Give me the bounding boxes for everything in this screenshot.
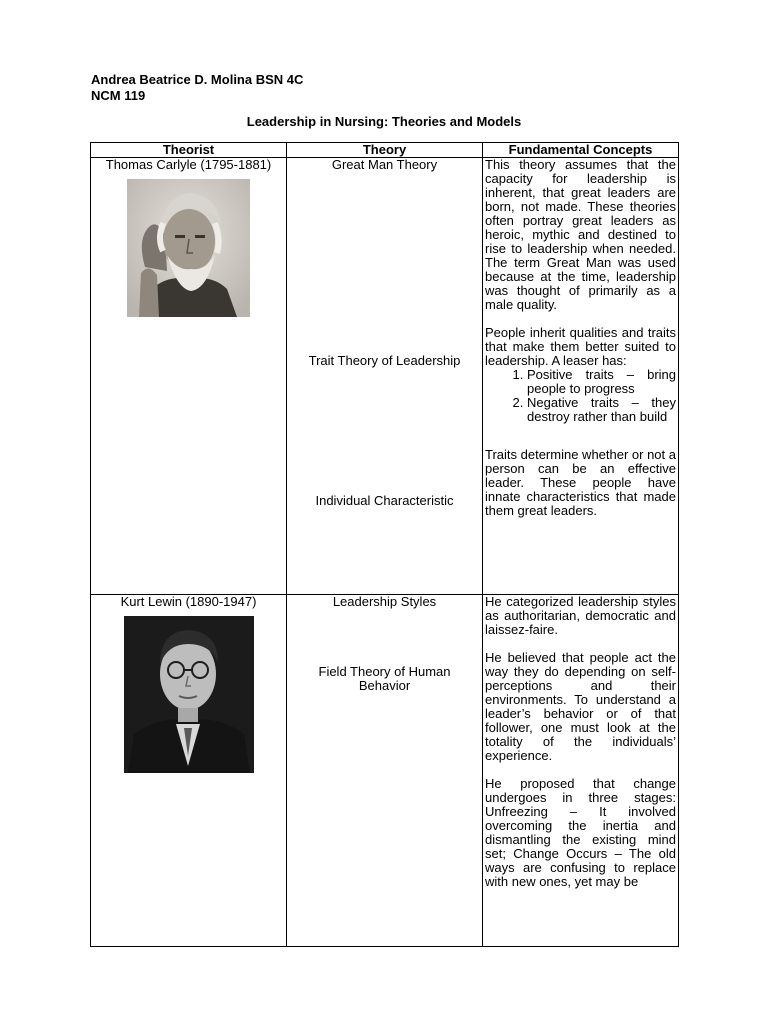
theory-name: Leadership Styles (332, 594, 437, 609)
concept-paragraph: He believed that people act the way they do depending on self-perceptions and their environments. To understand a leader’s behavior or of that follower, one must look at the totality of the individuals’ experience. (485, 650, 676, 763)
concepts-cell (483, 595, 679, 947)
theory-name: Great Man Theory (331, 157, 438, 172)
theories-table (90, 142, 679, 947)
table-row (91, 158, 679, 595)
traits-list (485, 368, 676, 424)
table-row (91, 595, 679, 947)
concept-paragraph: This theory assumes that the capacity for leadership is inherent, that great leaders are born, not made. These theories often portray great leaders as heroic, mythic and destined to rise to leadership when needed. The term Great Man was used because at the time, leadership was thought of primarily as a male quality. (485, 157, 676, 312)
column-header-theorist: Theorist (91, 143, 287, 158)
theory-name: Trait Theory of Leadership (308, 353, 461, 368)
concept-paragraph: He categorized leadership styles as authoritarian, democratic and laissez-faire. (485, 594, 676, 637)
document-title: Leadership in Nursing: Theories and Models (246, 114, 522, 129)
theorist-cell (91, 595, 287, 947)
concept-paragraph: He proposed that change undergoes in three stages: Unfreezing – It involved overcoming the inertia and dismantling the existing mind set; Change Occurs – The old ways are confusing to replace with new ones, yet may be (485, 776, 676, 889)
column-header-concepts: Fundamental Concepts (483, 143, 679, 158)
portrait-kurt-lewin (124, 616, 254, 773)
course-code: NCM 119 (91, 88, 146, 103)
concept-paragraph: Traits determine whether or not a person can be an effective leader. These people have innate characteristics that made them great leaders. (485, 447, 676, 518)
theorist-name: Kurt Lewin (1890-1947) (120, 594, 257, 609)
document-header (91, 72, 303, 104)
theorist-cell (91, 158, 287, 595)
concepts-cell (483, 158, 679, 595)
list-item: 1. Positive traits – bring people to progress (527, 368, 676, 396)
theorist-name: Thomas Carlyle (1795-1881) (105, 157, 272, 172)
concept-paragraph: People inherit qualities and traits that make them better suited to leadership. A leaser has: (485, 325, 676, 368)
theory-cell (287, 595, 483, 947)
column-header-theory: Theory (287, 143, 483, 158)
theory-name: Field Theory of Human Behavior (318, 664, 451, 693)
theory-name: Individual Characteristic (315, 493, 454, 508)
theory-cell (287, 158, 483, 595)
table-header-row (91, 143, 679, 158)
list-item: 2. Negative traits – they destroy rather than build (527, 396, 676, 424)
author-line: Andrea Beatrice D. Molina BSN 4C (91, 72, 304, 87)
portrait-thomas-carlyle (127, 179, 250, 317)
